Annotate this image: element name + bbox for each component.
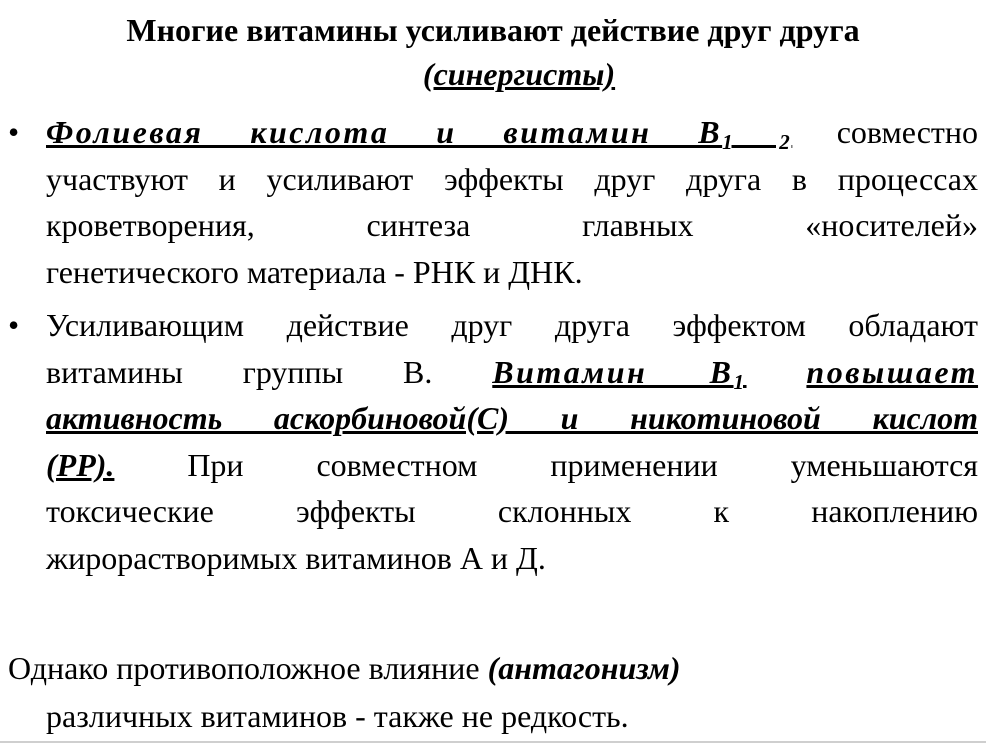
bullet2-line4: (РР). При совместном применении уменьшаются — [46, 446, 979, 483]
bullet1-line4: генетического материала - РНК и ДНК. — [46, 253, 583, 290]
bullet2-line2: витамины группы В. Витамин $В_1$ повышает — [46, 353, 979, 394]
bullet2-line5: токсические эффекты склонных к накоплению — [46, 493, 978, 529]
title-synergists: (синергисты) — [422, 56, 616, 92]
title-line-1: Многие витамины усиливают действие друг друга — [126, 12, 860, 48]
bullet2-line1: • Усиливающим действие друг друга эффектом обладают — [46, 307, 978, 343]
bullet1-emphasis: Фолиевая кислота и витамин $В_{1 2}$ — [46, 114, 793, 154]
pp-emphasis: (РР). — [46, 446, 115, 483]
vitamin-b1-emphasis: Витамин $В_1$ — [492, 353, 747, 394]
antagonism-emphasis: (антагонизм) — [487, 650, 681, 686]
closing-line1: Однако противоположное влияние — [8, 650, 480, 686]
bullet2-line3-emphasis: активность аскорбиновой(С) и никотиновой кислот — [46, 400, 978, 436]
bullet1-line3: кроветворения, синтеза главных «носителей» — [46, 207, 978, 243]
increases-emphasis: повышает — [806, 353, 979, 390]
bullet1-line2: участвуют и усиливают эффекты друг друга в процессах — [46, 160, 978, 197]
bullet1-line1-rest: совместно — [836, 114, 979, 150]
closing-paragraph — [8, 644, 978, 740]
bullet2-line6: жирорастворимых витаминов А и Д. — [46, 539, 546, 576]
closing-line2: различных витаминов - также не редкость. — [46, 698, 629, 734]
bullet1-line1 — [46, 109, 978, 156]
bullet-group-b — [46, 302, 978, 581]
bullet-folic-b12 — [46, 109, 978, 295]
slide-title — [0, 8, 986, 96]
